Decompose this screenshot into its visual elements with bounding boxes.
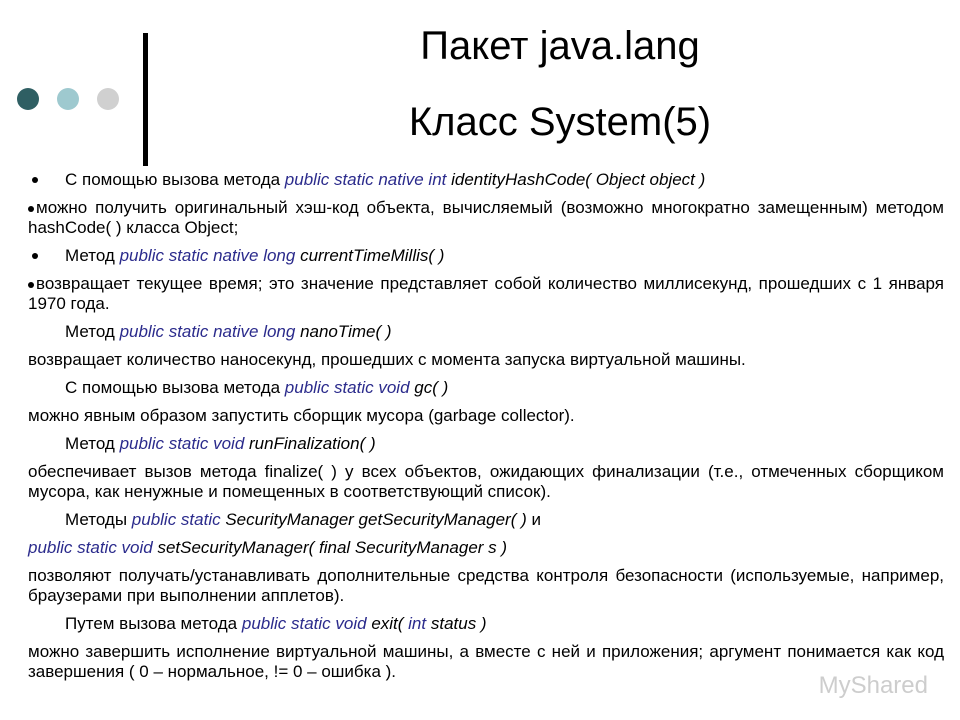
paragraph-currenttimemillis-desc: возвращает текущее время; это значение представляет собой количество миллисекунд, прошедших с 1 января 1970 года. <box>28 274 944 313</box>
bullet-icon <box>32 253 38 259</box>
paragraph-gc-desc: можно явным образом запустить сборщик мусора (garbage collector). <box>28 406 575 425</box>
bullet-icon <box>28 282 34 288</box>
slide-title-line1: Пакет java.lang <box>420 24 700 68</box>
dot-light-icon <box>57 88 79 110</box>
bullet-icon <box>32 177 38 183</box>
dot-dark-icon <box>17 88 39 110</box>
paragraph-exit-desc: можно завершить исполнение виртуальной машины, а вместе с ней и приложения; аргумент понимается как код завершения ( 0 – нормальное, != 0 – ошибка ). <box>28 642 944 681</box>
paragraph-runfinalization: Метод public static void runFinalization( ) <box>65 434 376 453</box>
title-divider <box>143 33 148 166</box>
paragraph-identityhashcode: С помощью вызова метода public static native int identityHashCode( Object object ) <box>28 170 944 190</box>
paragraph-setsecuritymanager: public static void setSecurityManager( final SecurityManager s ) <box>28 538 508 557</box>
slide-body <box>28 170 944 682</box>
paragraph-securitymanager-desc: позволяют получать/устанавливать дополнительные средства контроля безопасности (используемые, например, браузерами при выполнении апплетов). <box>28 566 944 605</box>
slide-title-line2: Класс System(5) <box>408 100 712 144</box>
bullet-icon <box>28 206 34 212</box>
paragraph-runfinalization-desc: обеспечивает вызов метода finalize( ) у всех объектов, ожидающих финализации (т.е., отмеченных сборщиком мусора, как ненужные и помещенных в соответствующий список). <box>28 462 944 501</box>
paragraph-nanotime: Метод public static native long nanoTime( ) <box>65 322 392 341</box>
watermark-logo: MyShared <box>818 672 928 699</box>
paragraph-gc: С помощью вызова метода public static void gc( ) <box>65 378 449 397</box>
paragraph-exit: Путем вызова метода public static void exit( int status ) <box>65 614 487 633</box>
dot-grey-icon <box>97 88 119 110</box>
paragraph-identityhashcode-desc: можно получить оригинальный хэш-код объекта, вычисляемый (возможно многократно замещенным) методом hashCode( ) класса Object; <box>28 198 944 237</box>
paragraph-currenttimemillis: Метод public static native long currentTimeMillis( ) <box>28 246 944 266</box>
paragraph-nanotime-desc: возвращает количество наносекунд, прошедших с момента запуска виртуальной машины. <box>28 350 746 369</box>
paragraph-getsecuritymanager: Методы public static SecurityManager getSecurityManager( ) и <box>65 510 541 529</box>
